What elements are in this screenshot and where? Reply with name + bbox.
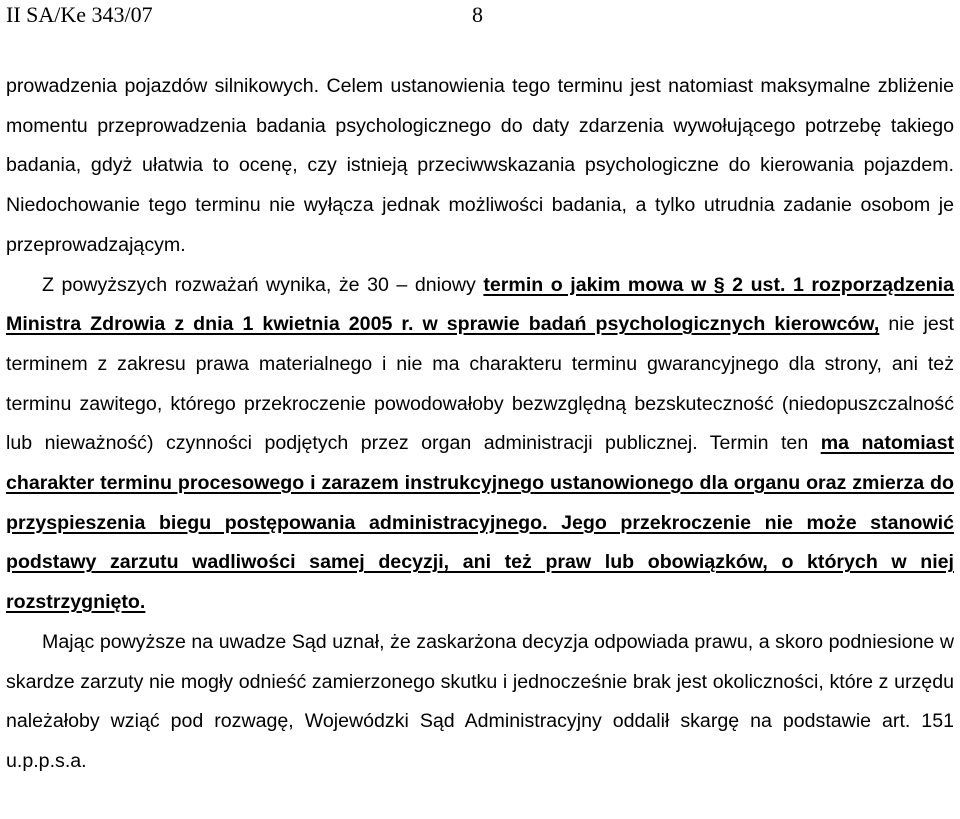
case-reference: II SA/Ke 343/07 (6, 2, 153, 27)
paragraph-2 (6, 266, 954, 623)
paragraph-1 (6, 67, 954, 266)
paragraph-2-emphasis-a: termin o jakim mowa w § 2 ust. 1 rozporządzenia Ministra Zdrowia z dnia 1 kwietnia 2005 r. w sprawie badań psychologicznych kierowców, (6, 273, 954, 336)
paragraph-2-emphasis-b: ma natomiast charakter terminu procesowego i zarazem instrukcyjnego ustanowionego dla organu oraz zmierza do przyspieszenia biegu postępowania administracyjnego. Jego przekroczenie nie może stanowić podstawy zarzutu wadliwości samej decyzji, ani też praw lub obowiązków, o których w niej rozstrzygnięto. (6, 432, 955, 614)
page-header (0, 0, 960, 36)
paragraph-3-text: Mając powyższe na uwadze Sąd uznał, że zaskarżona decyzja odpowiada prawu, a skoro podniesione w skardze zarzuty nie mogły odnieść zamierzonego skutku i jednocześnie brak jest okoliczności, które z urzędu należałoby wziąć pod rozwagę, Wojewódzki Sąd Administracyjny oddalił skargę na podstawie art. 151 u.p.p.s.a. (6, 630, 954, 772)
paragraph-2-text-a: Z powyższych rozważań wynika, że 30 – dniowy (42, 273, 484, 296)
document-body (6, 67, 954, 782)
page-number: 8 (472, 2, 483, 27)
paragraph-1-text: prowadzenia pojazdów silnikowych. Celem ustanowienia tego terminu jest natomiast maksymalne zbliżenie momentu przeprowadzenia badania psychologicznego do daty zdarzenia wywołującego potrzebę takiego badania, gdyż ułatwia to ocenę, czy istnieją przeciwwskazania psychologiczne do kierowania pojazdem. Niedochowanie tego terminu nie wyłącza jednak możliwości badania, a tylko utrudnia zadanie osobom je przeprowadzającym. (6, 75, 954, 256)
paragraph-2-text-b: nie jest terminem z zakresu prawa materialnego i nie ma charakteru terminu gwarancyjnego dla strony, ani też terminu zawitego, którego przekroczenie powodowałoby bezwzględną bezskuteczność (niedopuszczalność lub nieważność) czynności podjętych przez organ administracji publicznej. Termin ten (6, 313, 955, 455)
paragraph-3 (6, 623, 954, 782)
